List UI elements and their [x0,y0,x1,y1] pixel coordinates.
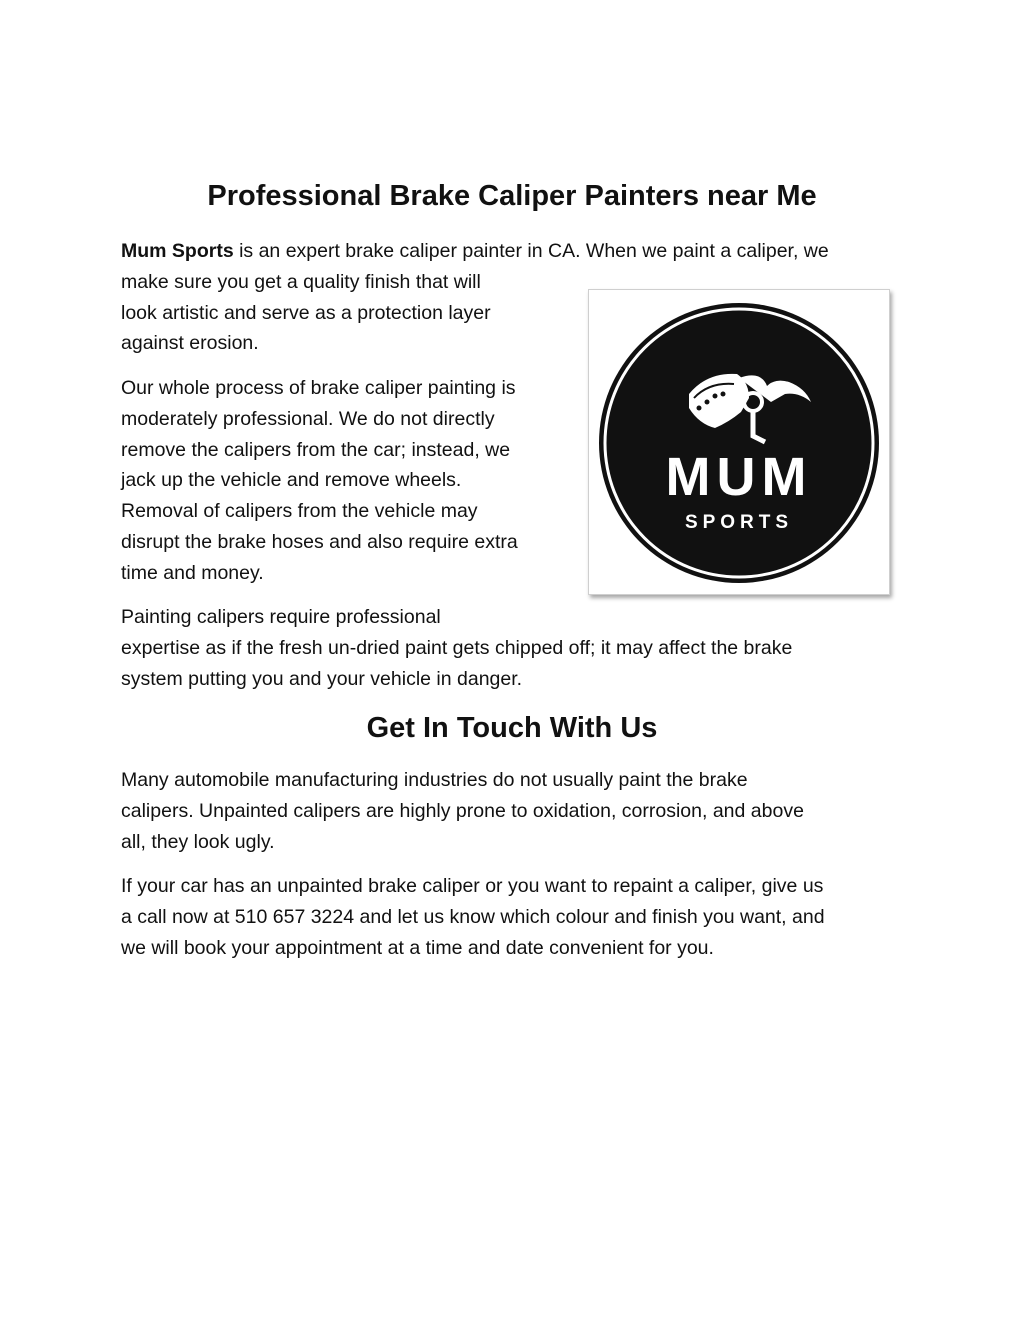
logo-wordmark: MUM [665,447,813,507]
contact-paragraph [121,871,911,963]
process-line: Our whole process of brake caliper painting is [121,377,516,399]
logo-graphic [589,290,889,594]
logo-subtext: SPORTS [684,512,794,533]
process-line: Removal of calipers from the vehicle may [121,500,478,523]
logo-circle [599,303,879,583]
process-line: disrupt the brake hoses and also require extra [121,530,518,553]
page-title: Professional Brake Caliper Painters near Me [207,180,817,212]
intro-line-1: is an expert brake caliper painter in CA. When we paint a caliper, we [233,240,829,262]
mum-sports-logo [588,289,890,595]
section-heading: Get In Touch With Us [366,712,658,744]
process-line: moderately professional. We do not directly [121,407,495,430]
industry-line: Many automobile manufacturing industries do not usually paint the brake [121,769,748,791]
intro-line-4: against erosion. [121,332,259,355]
expertise-line: system putting you and your vehicle in danger. [121,667,523,690]
intro-line-3: look artistic and serve as a protection layer [121,301,491,324]
process-paragraph [121,373,571,589]
process-line: remove the calipers from the car; instead, we [121,438,511,461]
industry-line: calipers. Unpainted calipers are highly prone to oxidation, corrosion, and above [121,799,804,822]
process-line: time and money. [121,561,264,584]
process-line: jack up the vehicle and remove wheels. [121,469,462,492]
intro-line-2: make sure you get a quality finish that will [121,270,481,293]
expertise-paragraph [121,602,911,694]
industry-paragraph [121,765,911,857]
expertise-line: expertise as if the fresh un-dried paint gets chipped off; it may affect the brake [121,636,793,659]
industry-line: all, they look ugly. [121,830,275,853]
contact-line: we will book your appointment at a time and date convenient for you. [121,936,714,959]
expertise-line: Painting calipers require professional [121,606,441,628]
contact-line: If your car has an unpainted brake caliper or you want to repaint a caliper, give us [121,875,824,897]
brand-name: Mum Sports [121,240,234,262]
contact-line: a call now at 510 657 3224 and let us know which colour and finish you want, and [121,905,825,928]
